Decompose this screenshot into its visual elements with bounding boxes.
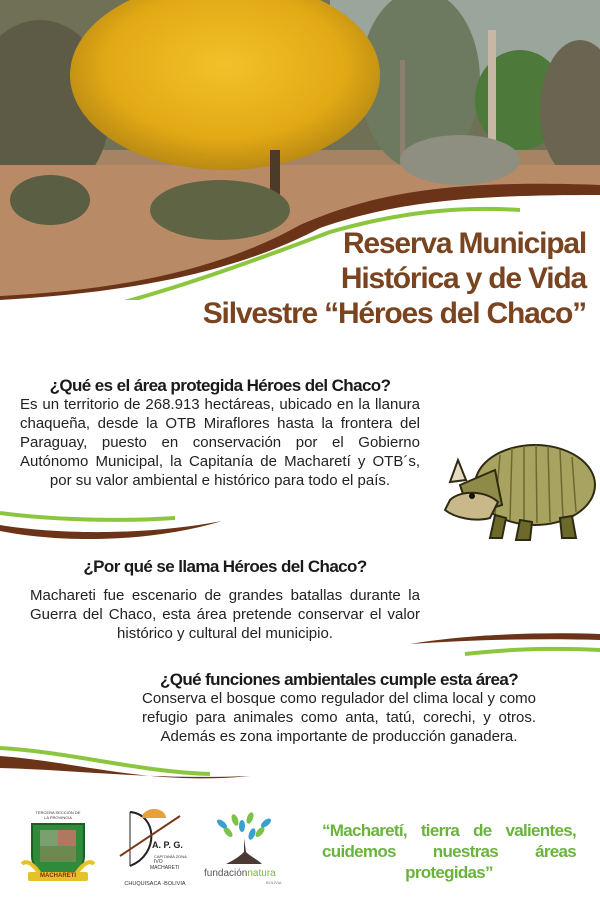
- natura-wordmark: [204, 868, 276, 879]
- apg-footer: CHUQUISACA -BOLIVIA: [124, 881, 186, 887]
- section-heading: ¿Por qué se llama Héroes del Chaco?: [83, 557, 367, 576]
- armadillo-illustration: [440, 430, 600, 545]
- logo-apg: [112, 804, 194, 894]
- slogan: “Macharetí, tierra de valientes, cuidemos nuestras áreas protegidas”: [322, 821, 576, 882]
- page-title: [203, 226, 586, 331]
- section-heading: ¿Qué funciones ambientales cumple esta área?: [159, 670, 519, 689]
- natura-sub: BOLIVIA: [266, 880, 282, 885]
- section-environmental-functions: [142, 670, 536, 746]
- title-line-3: Silvestre “Héroes del Chaco”: [202, 297, 586, 330]
- crest-label: MACHARETI: [40, 873, 76, 879]
- section-why-named: [30, 557, 420, 643]
- section-body: Conserva el bosque como regulador del clima local y como refugio para animales como anta, tatú, corechi, y otros. Además es zona importante de producción ganadera.: [142, 690, 536, 745]
- apg-name: A. P. G.: [152, 840, 183, 850]
- crest-top-text: TERCERA SECCIÓN DE LA PROVINCIA: [35, 810, 81, 820]
- apg-line3: MACHARETI: [150, 865, 180, 871]
- section-heading: ¿Qué es el área protegida Héroes del Chaco?: [49, 376, 391, 395]
- tree-hand-icon: [200, 812, 290, 867]
- title-line-1: Reserva Municipal: [342, 227, 586, 260]
- apg-line2: IVO: [154, 859, 163, 865]
- logo-municipal-crest: [18, 808, 98, 888]
- apg-line1: CAPITANÍA ZONA: [154, 854, 187, 859]
- logo-fundacion-natura: [200, 812, 290, 892]
- section-body: Es un territorio de 268.913 hectáreas, ubicado en la llanura chaqueña, desde la OTB Miraflores hasta la frontera del Paraguay, puesto en conservación por el Gobierno Autónomo Municipal, la Capitanía de Macharetí y OTB´s, por su valor ambiental e histórico para todo el país.: [20, 396, 420, 489]
- decorative-swoosh: [0, 742, 250, 787]
- decorative-swoosh: [410, 630, 600, 660]
- section-what-is: [20, 376, 420, 490]
- section-body: Machareti fue escenario de grandes batallas durante la Guerra del Chaco, esta área pretende conservar el valor histórico y cultural del municipio.: [30, 587, 420, 642]
- natura-part1: fundación: [204, 868, 248, 879]
- bow-arrow-icon: [112, 804, 194, 874]
- title-line-2: Histórica y de Vida: [340, 262, 586, 295]
- natura-part2: natura: [247, 868, 276, 879]
- decorative-swoosh: [0, 505, 230, 545]
